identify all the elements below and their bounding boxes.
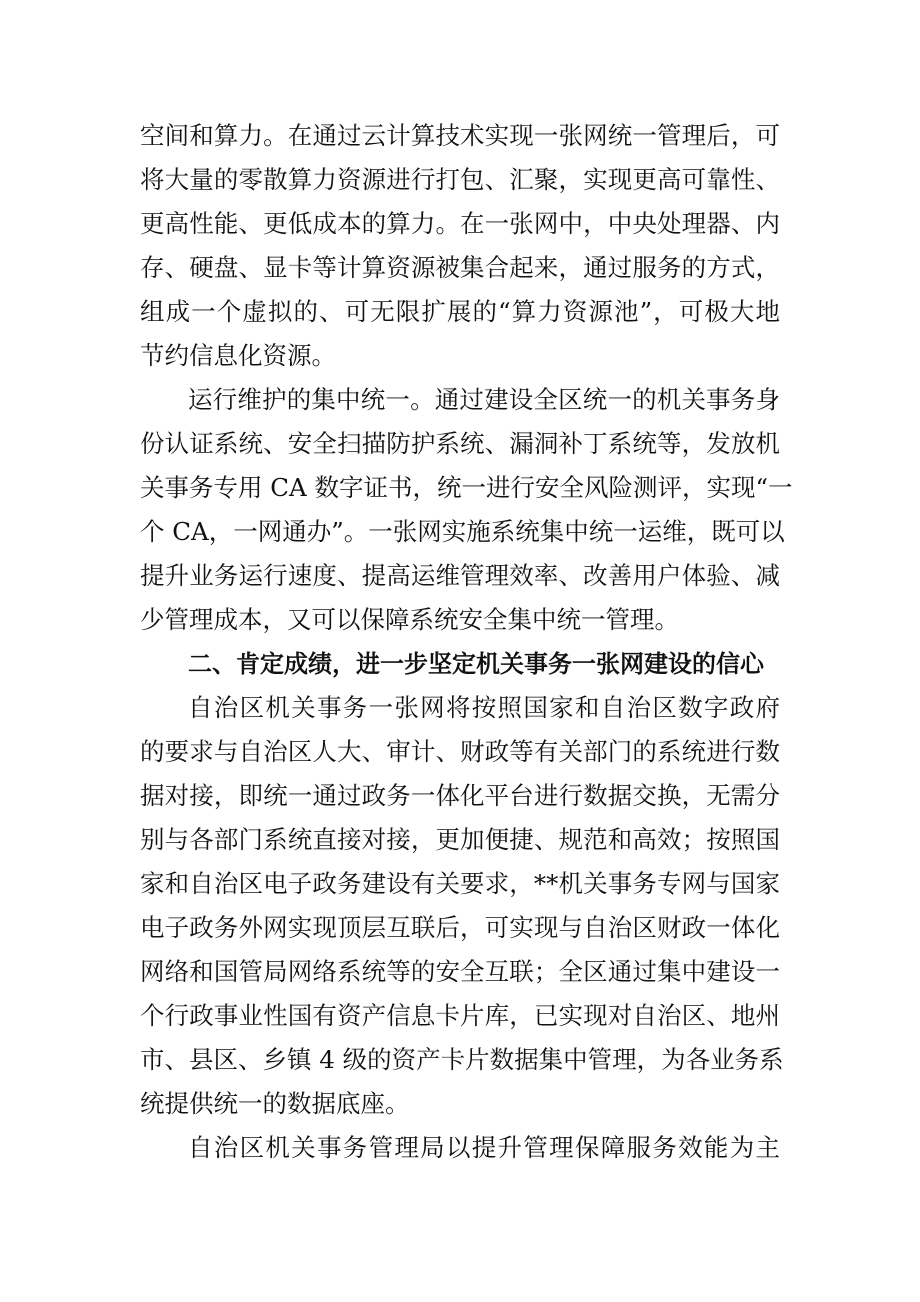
- text-line: 市、县区、乡镇 4 级的资产卡片数据集中管理，为各业务系: [140, 1045, 784, 1074]
- text-line: 据对接，即统一通过政务一体化平台进行数据交换，无需分: [140, 781, 780, 810]
- text-line: 节约信息化资源。: [140, 341, 336, 370]
- text-line: 存、硬盘、显卡等计算资源被集合起来，通过服务的方式，: [140, 253, 780, 282]
- text-line: 的要求与自治区人大、审计、财政等有关部门的系统进行数: [140, 737, 780, 766]
- text-line: 空间和算力。在通过云计算技术实现一张网统一管理后，可: [140, 121, 780, 150]
- text-line: 自治区机关事务一张网将按照国家和自治区数字政府: [188, 693, 780, 722]
- text-line: 统提供统一的数据底座。: [140, 1089, 410, 1118]
- text-line: 将大量的零散算力资源进行打包、汇聚，实现更高可靠性、: [140, 165, 780, 194]
- text-line: 关事务专用 CA 数字证书，统一进行安全风险测评，实现“一: [140, 473, 793, 502]
- text-line: 自治区机关事务管理局以提升管理保障服务效能为主: [188, 1133, 780, 1162]
- text-line: 家和自治区电子政务建设有关要求，**机关事务专网与国家: [140, 869, 780, 898]
- text-line: 电子政务外网实现顶层互联后，可实现与自治区财政一体化: [140, 913, 780, 942]
- text-line: 别与各部门系统直接对接，更加便捷、规范和高效；按照国: [140, 825, 780, 854]
- text-line: 提升业务运行速度、提高运维管理效率、改善用户体验、减: [140, 561, 780, 590]
- text-line: 个行政事业性国有资产信息卡片库，已实现对自治区、地州: [140, 1001, 780, 1030]
- text-line: 网络和国管局网络系统等的安全互联；全区通过集中建设一: [140, 957, 780, 986]
- section-heading: 二、肯定成绩，进一步坚定机关事务一张网建设的信心: [188, 650, 764, 678]
- text-line: 组成一个虚拟的、可无限扩展的“算力资源池”，可极大地: [140, 297, 780, 326]
- text-line: 运行维护的集中统一。通过建设全区统一的机关事务身: [188, 385, 780, 414]
- text-line: 份认证系统、安全扫描防护系统、漏洞补丁系统等，发放机: [140, 429, 780, 458]
- text-line: 个 CA，一网通办”。一张网实施系统集中统一运维，既可以: [140, 517, 785, 546]
- text-line: 少管理成本，又可以保障系统安全集中统一管理。: [140, 605, 679, 634]
- text-line: 更高性能、更低成本的算力。在一张网中，中央处理器、内: [140, 209, 780, 238]
